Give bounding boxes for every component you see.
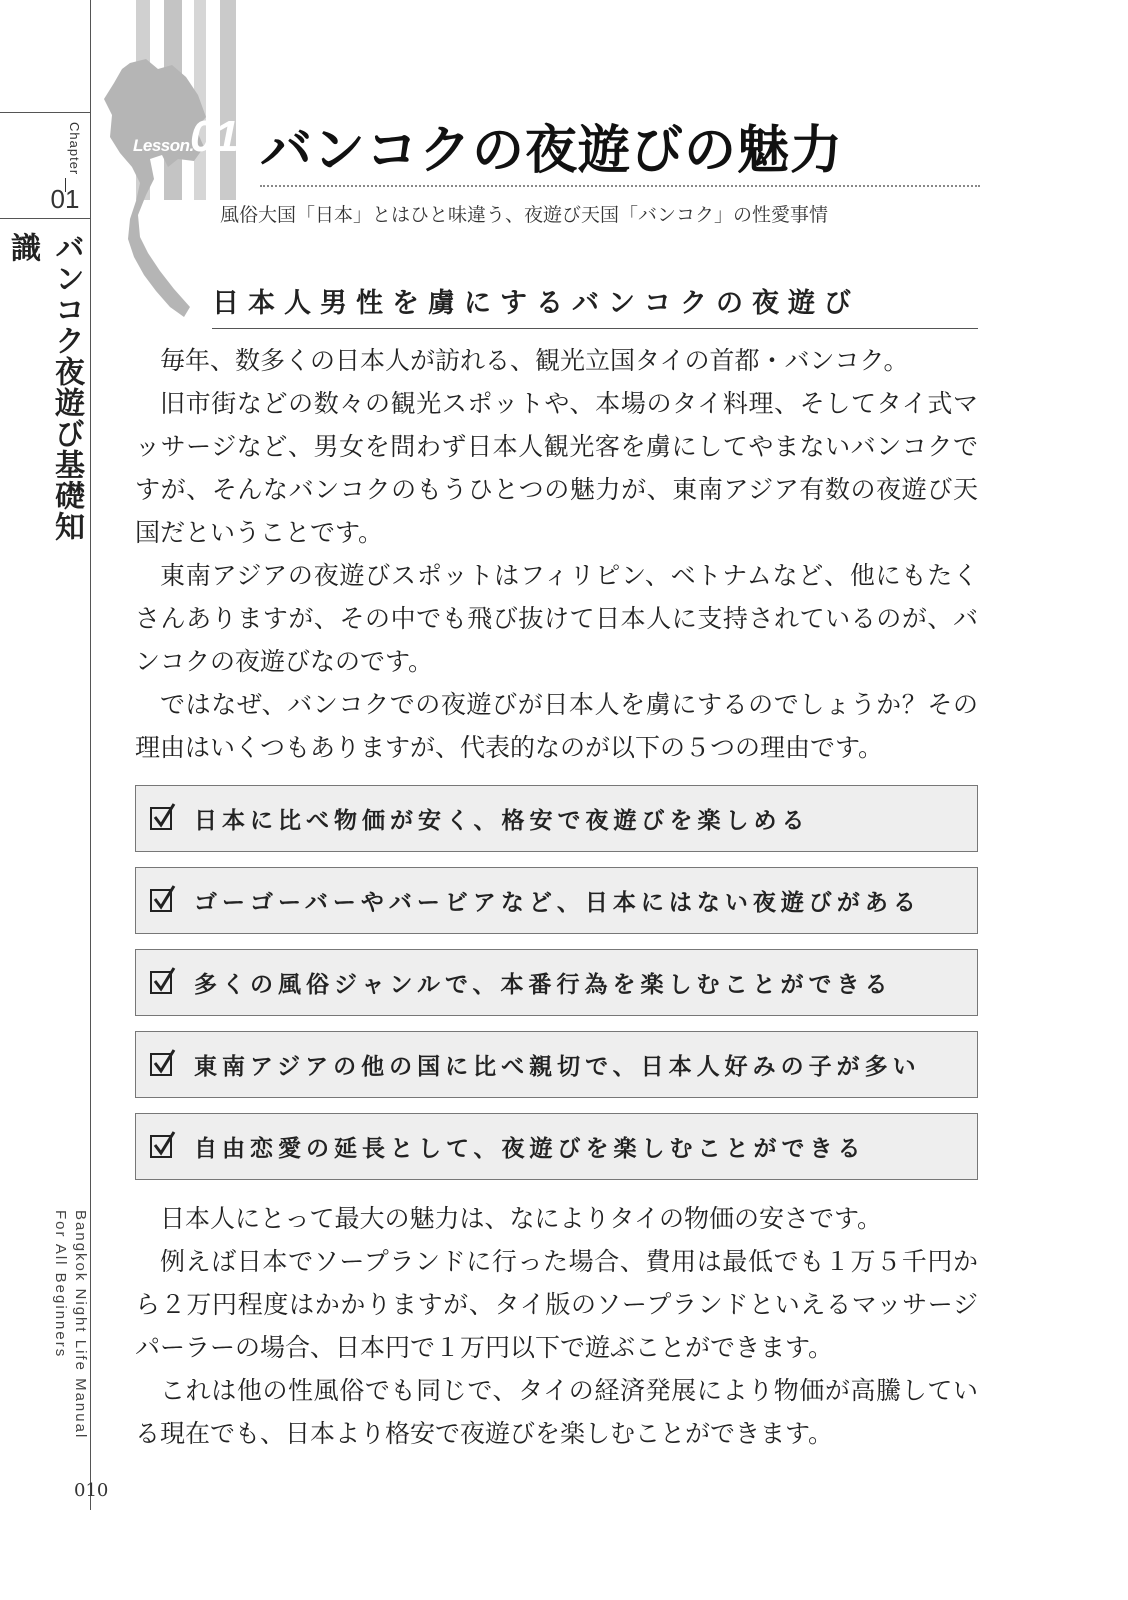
lesson-number: 01 — [190, 112, 239, 161]
page-title: バンコクの夜遊びの魅力 — [260, 121, 844, 181]
body-paragraph: 東南アジアの夜遊びスポットはフィリピン、ベトナムなど、他にもたくさんありますが、その中でも飛び抜けて日本人に支持されているのが、バンコクの夜遊びなのです。 — [135, 561, 978, 676]
checkbox-checked-icon — [150, 1131, 176, 1159]
reason-text: 多くの風俗ジャンルで、本番行為を楽しむことができる — [194, 972, 893, 998]
page-number: 010 — [74, 1480, 109, 1501]
lesson-label: Lesson. — [133, 136, 194, 155]
reason-box — [135, 785, 978, 852]
page-subtitle: 風俗大国「日本」とはひと味違う、夜遊び天国「バンコク」の性愛事情 — [220, 204, 829, 226]
checkbox-checked-icon — [150, 1049, 176, 1077]
chapter-rail-line — [90, 0, 91, 1510]
reason-text: 日本に比べ物価が安く、格安で夜遊びを楽しめる — [194, 808, 810, 834]
checkbox-checked-icon — [150, 885, 176, 913]
chapter-rail-divider — [0, 218, 90, 219]
reason-box — [135, 867, 978, 934]
body-paragraph: これは他の性風俗でも同じで、タイの経済発展により物価が高騰している現在でも、日本より格安で夜遊びを楽しむことができます。 — [135, 1376, 978, 1448]
chapter-title: バンコク夜遊び基礎知識 — [5, 232, 84, 542]
body-paragraph: 日本人にとって最大の魅力は、なによりタイの物価の安さです。 — [160, 1204, 883, 1233]
chapter-label: Chapter — [67, 122, 82, 176]
section-divider — [212, 328, 978, 329]
chapter-number: 01 — [50, 184, 80, 214]
body-paragraph: 例えば日本でソープランドに行った場合、費用は最低でも１万５千円から２万円程度はかかりますが、タイ版のソープランドといえるマッサージパーラーの場合、日本円で１万円以下で遊ぶことができます。 — [135, 1247, 978, 1362]
reason-text: 東南アジアの他の国に比べ親切で、日本人好みの子が多い — [194, 1054, 921, 1080]
title-divider — [260, 185, 980, 187]
body-paragraph: ではなぜ、バンコクでの夜遊びが日本人を虜にするのでしょうか？その理由はいくつもありますが、代表的なのが以下の５つの理由です。 — [135, 690, 978, 762]
reason-box — [135, 1031, 978, 1098]
section-heading: 日本人男性を虜にするバンコクの夜遊び — [212, 288, 860, 319]
body-paragraph: 毎年、数多くの日本人が訪れる、観光立国タイの首都・バンコク。 — [160, 346, 909, 375]
thailand-map-icon — [100, 55, 210, 325]
body-paragraph: 旧市街などの数々の観光スポットや、本場のタイ料理、そしてタイ式マッサージなど、男女を問わず日本人観光客を虜にしてやまないバンコクですが、そんなバンコクのもうひとつの魅力が、東南アジア有数の夜遊び天国だということです。 — [135, 389, 978, 547]
checkbox-checked-icon — [150, 803, 176, 831]
book-title: Bangkok Night Life Manual For All Beginners — [52, 1210, 89, 1440]
reason-box — [135, 1113, 978, 1180]
reason-box — [135, 949, 978, 1016]
reason-text: 自由恋愛の延長として、夜遊びを楽しむことができる — [194, 1136, 866, 1162]
reason-text: ゴーゴーバーやバービアなど、日本にはない夜遊びがある — [194, 890, 921, 916]
chapter-rail-top-divider — [0, 112, 90, 113]
checkbox-checked-icon — [150, 967, 176, 995]
